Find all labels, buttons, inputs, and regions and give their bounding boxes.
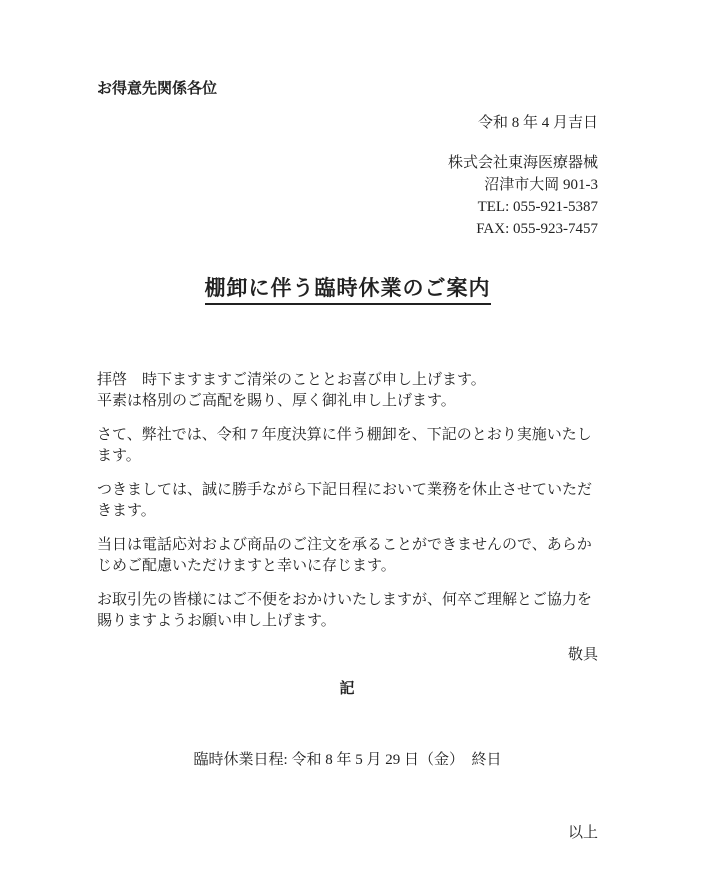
body-paragraph: 当日は電話応対および商品のご注文を承ることができませんので、あらかじめご配慮いただけますと幸いに存じます。 [97,537,592,574]
end-marker: 以上 [567,825,598,841]
recipient-line: お得意先関係各位 [97,80,218,97]
record-marker: 記 [339,680,356,697]
sender-tel: TEL: 055-921-5387 [477,199,598,215]
body-paragraph: つきましては、誠に勝手ながら下記日程において業務を休止させていただきます。 [97,482,593,519]
letter-body [97,370,598,632]
closing-keigu: 敬具 [567,647,598,663]
body-paragraph: さて、弊社では、令和 7 年度決算に伴う棚卸を、下記のとおり実施いたします。 [97,427,592,464]
sender-fax: FAX: 055-923-7457 [476,221,598,237]
greeting-line: 平素は格別のご高配を賜り、厚く御礼申し上げます。 [97,393,456,409]
letter-title [97,274,598,305]
schedule-line: 臨時休業日程: 令和 8 年 5 月 29 日（金） 終日 [193,752,502,768]
letter-title-text: 棚卸に伴う臨時休業のご案内 [205,274,491,305]
sender-block [97,152,598,240]
date-line: 令和 8 年 4 月吉日 [477,115,598,131]
greeting-line: 拝啓 時下ますますご清栄のこととお喜び申し上げます。 [97,372,486,388]
sender-address: 沼津市大岡 901-3 [484,177,598,193]
body-paragraph: お取引先の皆様にはご不便をおかけいたしますが、何卒ご理解とご協力を賜りますようお願い申し上げます。 [97,592,593,629]
sender-company: 株式会社東海医療器械 [447,155,598,171]
